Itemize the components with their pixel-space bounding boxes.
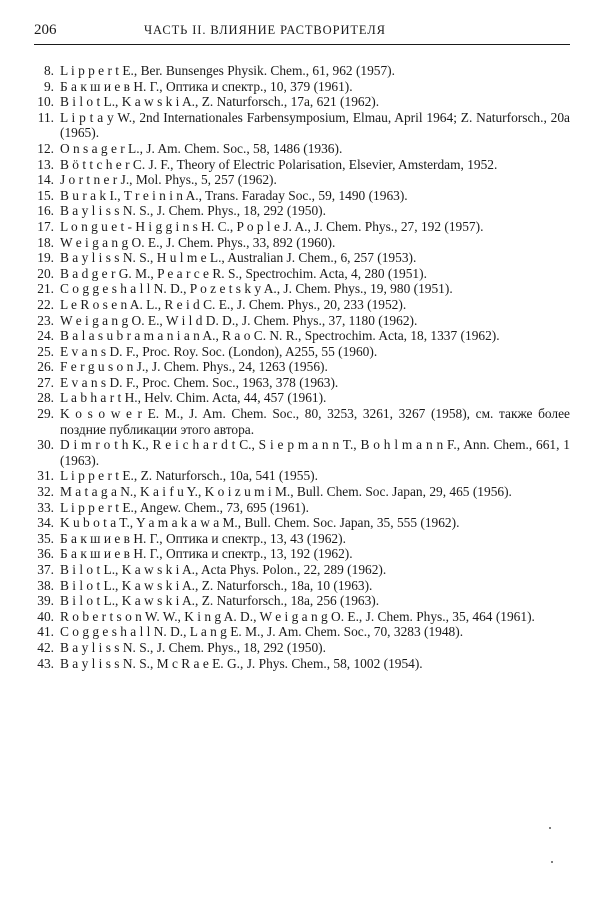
reference-number: 29.: [37, 406, 54, 422]
reference-text: B a y l i s s N. S., J. Chem. Phys., 18, 292 (1950).: [60, 639, 326, 655]
reference-text: L i p t a y W., 2nd Internationales Farbensymposium, Elmau, April 1964; Z. Naturforsch., 20a (1965).: [60, 109, 570, 141]
reference-number: 33.: [37, 499, 54, 515]
reference-item: [34, 250, 570, 266]
reference-text: B i l o t L., K a w s k i A., Z. Naturforsch., 18a, 256 (1963).: [60, 593, 380, 609]
reference-text: L o n g u e t - H i g g i n s H. C., P o p l e J. A., J. Chem. Phys., 27, 192 (1957).: [60, 218, 484, 234]
reference-item: [34, 578, 570, 594]
reference-text: Б а к ш и е в Н. Г., Оптика и спектр., 13, 43 (1962).: [60, 530, 346, 546]
reference-number: 28.: [37, 390, 54, 406]
reference-text: B a y l i s s N. S., H u l m e L., Australian J. Chem., 6, 257 (1953).: [60, 250, 417, 266]
reference-item: [34, 437, 570, 468]
reference-item: [34, 266, 570, 282]
reference-text: L i p p e r t E., Angew. Chem., 73, 695 (1961).: [60, 499, 309, 515]
reference-item: [34, 281, 570, 297]
reference-text: B i l o t L., K a w s k i A., Acta Phys. Polon., 22, 289 (1962).: [60, 562, 387, 577]
reference-item: [34, 63, 570, 79]
reference-number: 8.: [43, 63, 54, 78]
reference-number: 42.: [37, 639, 54, 655]
reference-text: B a y l i s s N. S., J. Chem. Phys., 18, 292 (1950).: [60, 203, 326, 219]
reference-text: E v a n s D. F., Proc. Roy. Soc. (London), A255, 55 (1960).: [60, 343, 378, 359]
reference-number: 37.: [37, 562, 54, 577]
reference-number: 30.: [37, 437, 54, 453]
reference-item: [34, 468, 570, 484]
reference-text: C o g g e s h a l l N. D., L a n g E. M., J. Am. Chem. Soc., 70, 3283 (1948).: [60, 624, 464, 640]
reference-number: 26.: [37, 359, 54, 375]
reference-item: [34, 110, 570, 141]
reference-number: 17.: [37, 218, 54, 234]
reference-text: B a y l i s s N. S., M c R a e E. G., J. Phys. Chem., 58, 1002 (1954).: [60, 655, 423, 671]
page-header: [34, 22, 570, 45]
reference-text: E v a n s D. F., Proc. Chem. Soc., 1963, 378 (1963).: [60, 374, 339, 390]
reference-item: [34, 172, 570, 188]
reference-item: [34, 546, 570, 562]
page: [34, 22, 570, 671]
reference-item: [34, 562, 570, 578]
reference-text: L a b h a r t H., Helv. Chim. Acta, 44, 457 (1961).: [60, 390, 327, 406]
scan-speck: [551, 861, 553, 863]
reference-text: C o g g e s h a l l N. D., P o z e t s k y A., J. Chem. Phys., 19, 980 (1951).: [60, 281, 453, 297]
reference-number: 14.: [37, 172, 54, 188]
reference-text: B a d g e r G. M., P e a r c e R. S., Spectrochim. Acta, 4, 280 (1951).: [60, 265, 427, 281]
reference-number: 35.: [37, 530, 54, 546]
reference-number: 20.: [37, 265, 54, 281]
reference-number: 36.: [37, 546, 54, 562]
reference-number: 15.: [37, 187, 54, 203]
reference-item: [34, 203, 570, 219]
reference-text: F e r g u s o n J., J. Chem. Phys., 24, 1263 (1956).: [60, 359, 328, 375]
reference-item: [34, 484, 570, 500]
reference-item: [34, 141, 570, 157]
reference-text: K o s o w e r E. M., J. Am. Chem. Soc., 80, 3253, 3261, 3267 (1958), см. также более поздние публикации этого автора.: [60, 406, 570, 437]
reference-number: 21.: [37, 281, 54, 297]
reference-text: K u b o t a T., Y a m a k a w a M., Bull. Chem. Soc. Japan, 35, 555 (1962).: [60, 515, 460, 531]
reference-number: 16.: [37, 203, 54, 219]
reference-item: [34, 531, 570, 547]
reference-text: W e i g a n g O. E., W i l d D. D., J. Chem. Phys., 37, 1180 (1962).: [60, 312, 418, 328]
reference-number: 24.: [37, 328, 54, 344]
reference-text: B a l a s u b r a m a n i a n A., R a o C. N. R., Spectrochim. Acta, 18, 1337 (1962).: [60, 328, 500, 344]
reference-number: 34.: [37, 515, 54, 531]
reference-text: Б а к ш и е в Н. Г., Оптика и спектр., 13, 192 (1962).: [60, 546, 353, 562]
reference-item: [34, 94, 570, 110]
reference-text: O n s a g e r L., J. Am. Chem. Soc., 58, 1486 (1936).: [60, 140, 343, 156]
reference-item: [34, 157, 570, 173]
reference-item: [34, 500, 570, 516]
reference-number: 9.: [43, 78, 54, 94]
reference-text: M a t a g a N., K a i f u Y., K o i z u m i M., Bull. Chem. Soc. Japan, 29, 465 (1956).: [60, 484, 512, 500]
reference-list: [34, 63, 570, 671]
reference-item: [34, 359, 570, 375]
reference-item: [34, 390, 570, 406]
reference-text: R o b e r t s o n W. W., K i n g A. D., W e i g a n g O. E., J. Chem. Phys., 35, 464 (1961).: [60, 608, 535, 624]
reference-number: 39.: [37, 593, 54, 609]
reference-item: [34, 515, 570, 531]
reference-text: B i l o t L., K a w s k i A., Z. Naturforsch., 18a, 10 (1963).: [60, 577, 373, 593]
reference-number: 19.: [37, 250, 54, 266]
reference-item: [34, 188, 570, 204]
reference-number: 18.: [37, 234, 54, 250]
reference-text: L i p p e r t E., Ber. Bunsenges Physik. Chem., 61, 962 (1957).: [60, 63, 395, 78]
reference-item: [34, 297, 570, 313]
reference-text: L e R o s e n A. L., R e i d C. E., J. Chem. Phys., 20, 233 (1952).: [60, 296, 407, 312]
reference-number: 27.: [37, 374, 54, 390]
reference-item: [34, 640, 570, 656]
reference-number: 25.: [37, 343, 54, 359]
reference-number: 10.: [37, 94, 54, 110]
reference-text: B ö t t c h e r C. J. F., Theory of Electric Polarisation, Elsevier, Amsterdam, 1952.: [60, 156, 498, 172]
reference-number: 38.: [37, 577, 54, 593]
reference-text: L i p p e r t E., Z. Naturforsch., 10a, 541 (1955).: [60, 468, 318, 484]
reference-item: [34, 593, 570, 609]
reference-text: J o r t n e r J., Mol. Phys., 5, 257 (1962).: [60, 172, 277, 188]
reference-item: [34, 624, 570, 640]
reference-number: 32.: [37, 484, 54, 500]
reference-item: [34, 313, 570, 329]
reference-number: 41.: [37, 624, 54, 640]
reference-item: [34, 219, 570, 235]
running-title: ЧАСТЬ II. ВЛИЯНИЕ РАСТВОРИТЕЛЯ: [144, 23, 386, 37]
reference-item: [34, 344, 570, 360]
reference-number: 43.: [37, 655, 54, 671]
reference-number: 12.: [37, 140, 54, 156]
reference-item: [34, 656, 570, 672]
reference-number: 23.: [37, 312, 54, 328]
reference-item: [34, 406, 570, 437]
reference-text: D i m r o t h K., R e i c h a r d t C., S i e p m a n n T., B o h l m a n n F., Ann. Chem., 661, 1 (1963).: [60, 437, 570, 468]
reference-number: 31.: [37, 468, 54, 484]
reference-text: B i l o t L., K a w s k i A., Z. Naturforsch., 17a, 621 (1962).: [60, 94, 380, 110]
reference-text: Б а к ш и е в Н. Г., Оптика и спектр., 10, 379 (1961).: [60, 78, 353, 94]
reference-number: 22.: [37, 296, 54, 312]
reference-number: 40.: [37, 608, 54, 624]
reference-item: [34, 375, 570, 391]
reference-text: B u r a k I., T r e i n i n A., Trans. Faraday Soc., 59, 1490 (1963).: [60, 187, 408, 203]
reference-number: 13.: [37, 156, 54, 172]
reference-number: 11.: [37, 109, 54, 125]
reference-item: [34, 235, 570, 251]
reference-item: [34, 79, 570, 95]
reference-item: [34, 609, 570, 625]
reference-item: [34, 328, 570, 344]
scan-speck: [549, 827, 551, 829]
reference-text: W e i g a n g O. E., J. Chem. Phys., 33, 892 (1960).: [60, 234, 336, 250]
page-number: 206: [34, 22, 57, 38]
